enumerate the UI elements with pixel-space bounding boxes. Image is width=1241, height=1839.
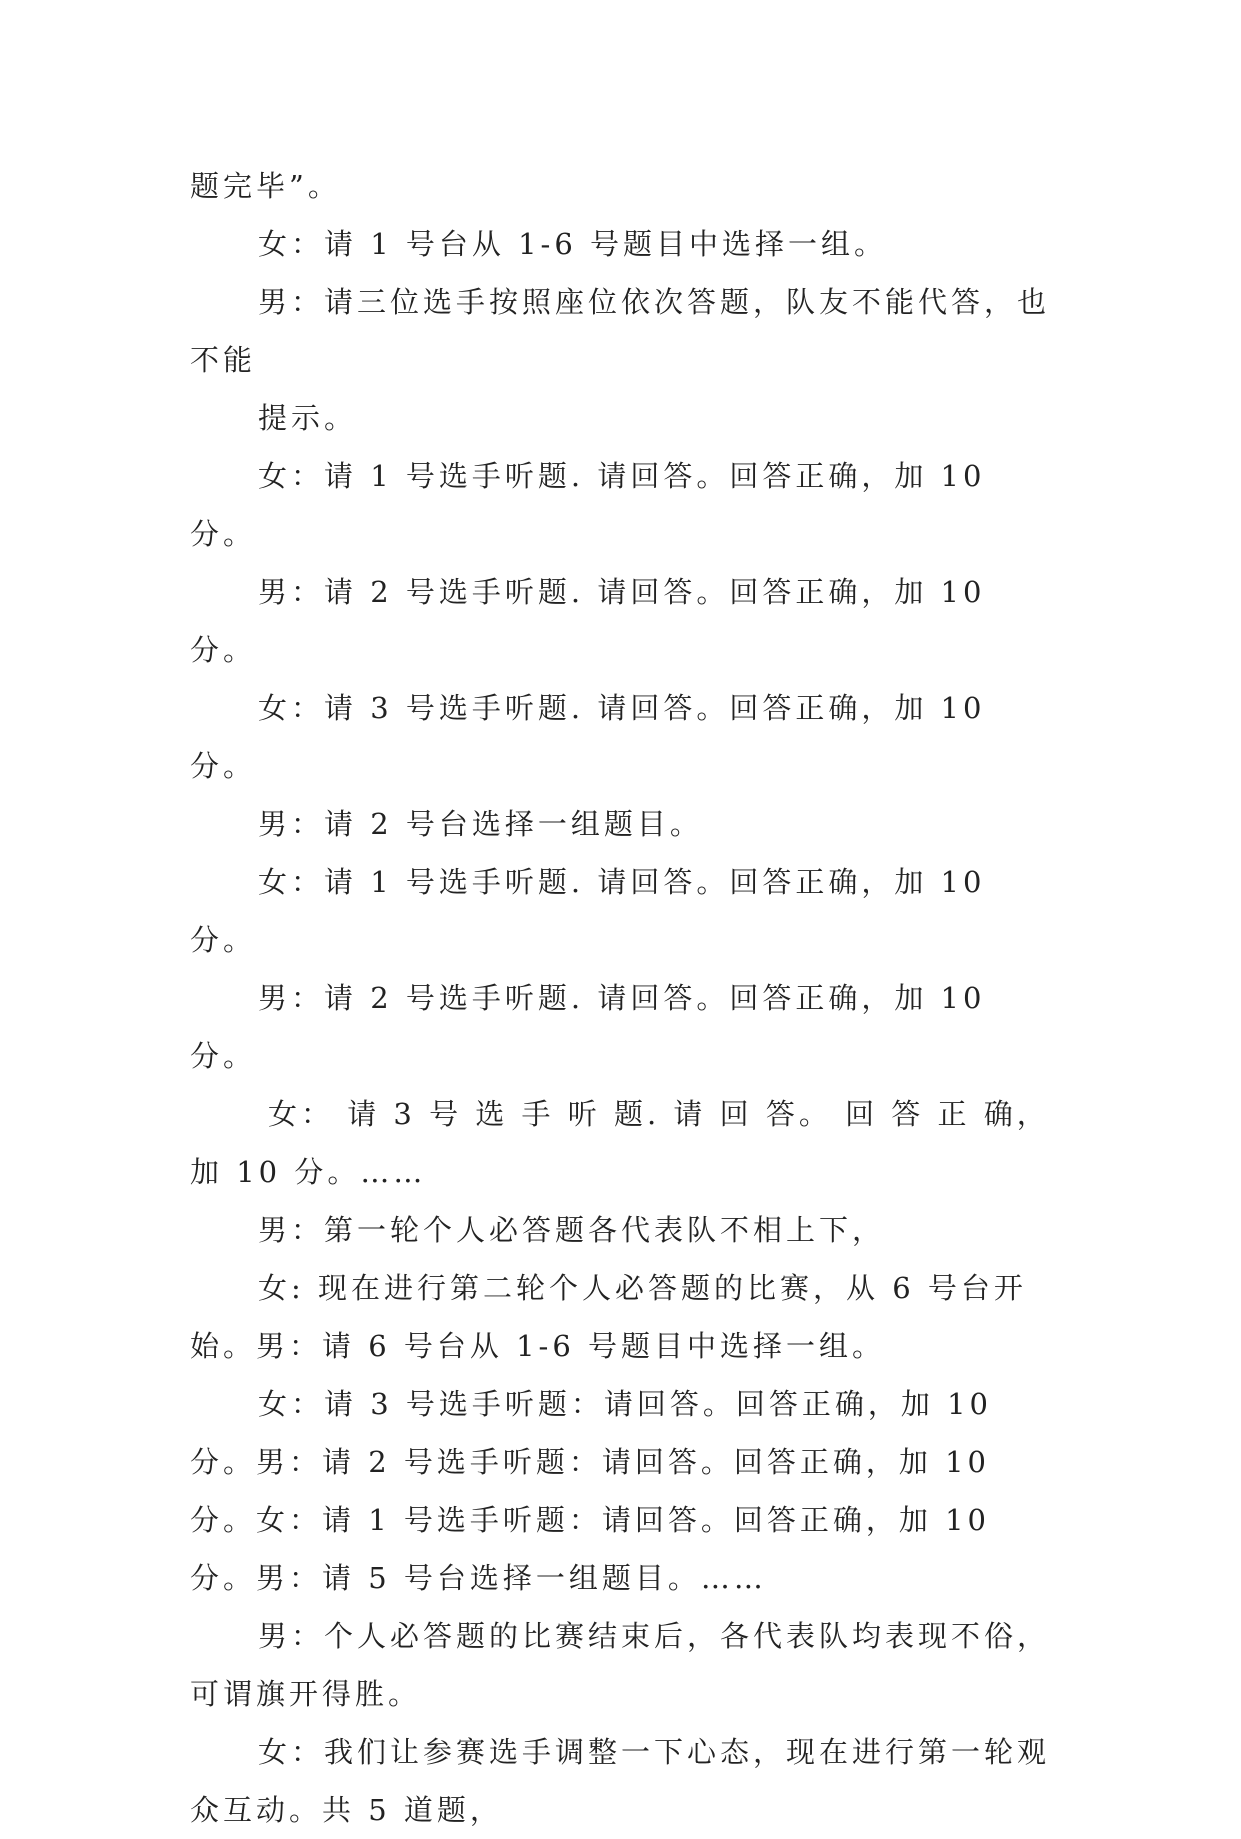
paragraph-15: 女：我们让参赛选手调整一下心态，现在进行第一轮观众互动。共 5 道题， bbox=[190, 1735, 1051, 1827]
paragraph-11: 男：第一轮个人必答题各代表队不相上下， bbox=[258, 1213, 886, 1247]
paragraph-1: 女：请 1 号台从 1-6 号题目中选择一组。 bbox=[258, 227, 888, 261]
paragraph-14: 男：个人必答题的比赛结束后，各代表队均表现不俗，可谓旗开得胜。 bbox=[190, 1619, 1051, 1711]
paragraph-6: 女：请 3 号选手听题. 请回答。回答正确，加 10 分。 bbox=[190, 691, 986, 783]
paragraph-5: 男：请 2 号选手听题. 请回答。回答正确，加 10 分。 bbox=[190, 575, 986, 667]
paragraph-13: 女：请 3 号选手听题：请回答。回答正确，加 10 分。男：请 2 号选手听题：请回答。回答正确，加 10 分。女：请 1 号选手听题：请回答。回答正确，加 10 分。男：请 5 号台选择一组题目。…… bbox=[190, 1387, 993, 1595]
paragraph-12: 女: 现在进行第二轮个人必答题的比赛，从 6 号台开始。男：请 6 号台从 1-6 号题目中选择一组。 bbox=[190, 1271, 1027, 1363]
paragraph-9: 男：请 2 号选手听题. 请回答。回答正确，加 10 分。 bbox=[190, 981, 986, 1073]
paragraph-0: 题完毕”。 bbox=[190, 169, 341, 203]
paragraph-2: 男：请三位选手按照座位依次答题，队友不能代答，也不能 bbox=[190, 285, 1051, 377]
paragraph-3: 提示。 bbox=[258, 401, 358, 435]
paragraph-4: 女：请 1 号选手听题. 请回答。回答正确，加 10 分。 bbox=[190, 459, 986, 551]
document-body bbox=[190, 157, 1050, 1839]
paragraph-10: 女： 请 3 号 选 手 听 题. 请 回 答。 回 答 正 确， 加 10 分。…… bbox=[190, 1097, 1050, 1189]
paragraph-8: 女：请 1 号选手听题. 请回答。回答正确，加 10 分。 bbox=[190, 865, 986, 957]
paragraph-7: 男：请 2 号台选择一组题目。 bbox=[258, 807, 703, 841]
